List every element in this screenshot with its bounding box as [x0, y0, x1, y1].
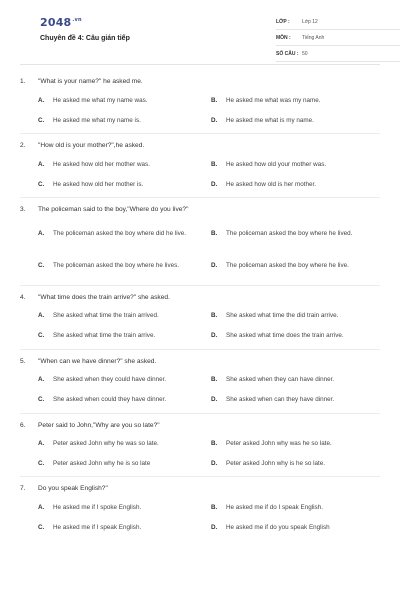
question-number: 7.	[20, 485, 26, 493]
meta-row-grade	[276, 14, 400, 30]
option-text: He asked how old her mother is.	[53, 180, 144, 188]
option-b[interactable]	[211, 311, 384, 323]
option-text: She asked what time does the train arrive.	[226, 332, 344, 340]
question-number: 2.	[20, 141, 26, 149]
option-d[interactable]	[211, 255, 384, 279]
option-text: He asked me what is my name.	[226, 116, 314, 124]
question-text: "How old is your mother?",he asked.	[38, 141, 145, 149]
option-letter: D.	[211, 332, 218, 340]
option-c[interactable]	[38, 255, 211, 279]
option-c[interactable]	[38, 115, 211, 127]
option-letter: B.	[211, 230, 218, 238]
topic-title: Chuyên đề 4: Câu gián tiếp	[40, 35, 130, 42]
option-letter: B.	[211, 96, 218, 104]
option-letter: D.	[211, 116, 218, 124]
question	[20, 78, 380, 134]
option-letter: A.	[38, 504, 45, 512]
option-d[interactable]	[211, 115, 384, 127]
option-b[interactable]	[211, 502, 384, 514]
option-text: He asked me if I spoke English.	[53, 504, 142, 512]
question-list	[20, 78, 380, 548]
option-letter: C.	[38, 396, 45, 404]
header-divider	[20, 64, 380, 65]
option-text: He asked me what my name was.	[53, 96, 148, 104]
option-b[interactable]	[211, 438, 384, 450]
logo-main: 2048	[40, 16, 72, 29]
option-text: He asked me if do you speak English	[226, 524, 330, 532]
question-number: 4.	[20, 293, 26, 301]
question-text: Do you speak English?"	[38, 485, 108, 493]
site-logo[interactable]	[40, 16, 82, 29]
meta-value: Lớp 12	[302, 18, 318, 25]
question-stem	[20, 78, 380, 86]
option-a[interactable]	[38, 159, 211, 171]
option-letter: C.	[38, 180, 45, 188]
option-d[interactable]	[211, 179, 384, 191]
option-letter: C.	[38, 332, 45, 340]
options-grid	[20, 375, 380, 407]
question	[20, 358, 380, 414]
option-a[interactable]	[38, 311, 211, 323]
option-text: He asked me what was my name.	[226, 96, 321, 104]
option-text: She asked when they could have dinner.	[53, 376, 167, 384]
option-d[interactable]	[211, 331, 384, 343]
option-text: He asked how old your mother was.	[226, 160, 327, 168]
option-a[interactable]	[38, 502, 211, 514]
question	[20, 142, 380, 198]
option-text: Peter asked John why he is so late	[53, 460, 151, 468]
option-letter: C.	[38, 116, 45, 124]
option-letter: B.	[211, 376, 218, 384]
question-number: 1.	[20, 78, 26, 85]
options-grid	[20, 438, 380, 470]
worksheet-header	[20, 0, 380, 63]
option-letter: A.	[38, 440, 45, 448]
option-b[interactable]	[211, 223, 384, 247]
option-text: The policeman asked the boy where he lived.	[226, 230, 353, 238]
meta-row-count	[276, 46, 400, 62]
options-grid	[20, 502, 380, 534]
options-grid	[20, 95, 380, 127]
question-number: 3.	[20, 205, 26, 213]
option-text: She asked when they can have dinner.	[226, 376, 335, 384]
question-stem	[20, 485, 380, 493]
option-letter: A.	[38, 230, 45, 238]
question-stem	[20, 294, 380, 302]
meta-value: 50	[302, 50, 308, 57]
option-text: He asked how old is her mother.	[226, 180, 316, 188]
question-text: "When can we have dinner?" she asked.	[38, 357, 157, 365]
option-text: Peter asked John why was he so late.	[226, 440, 332, 448]
question-text: "What is your name?" he asked me.	[38, 78, 143, 85]
option-letter: B.	[211, 160, 218, 168]
option-text: He asked me what my name is.	[53, 116, 141, 124]
option-letter: A.	[38, 376, 45, 384]
option-a[interactable]	[38, 375, 211, 387]
option-text: She asked when can they have dinner.	[226, 396, 335, 404]
option-text: She asked what time the train arrive.	[53, 332, 156, 340]
option-letter: A.	[38, 160, 45, 168]
option-text: She asked what time the did train arrive.	[226, 312, 339, 320]
meta-row-subject	[276, 30, 400, 46]
question	[20, 485, 380, 540]
option-text: Peter asked John why he was so late.	[53, 440, 159, 448]
option-text: She asked when could they have dinner.	[53, 396, 167, 404]
option-text: He asked me if do I speak English.	[226, 504, 323, 512]
option-text: The policeman asked the boy where did he live.	[53, 230, 187, 238]
question-stem	[20, 142, 380, 150]
question-text: "What time does the train arrive?" she asked.	[38, 293, 170, 301]
option-letter: D.	[211, 460, 218, 468]
question-text: The policeman said to the boy,"Where do you live?"	[38, 205, 189, 213]
meta-key: LỚP :	[276, 18, 290, 25]
option-letter: D.	[211, 524, 218, 532]
option-c[interactable]	[38, 331, 211, 343]
options-grid	[20, 223, 380, 279]
question-stem	[20, 422, 380, 430]
option-text: The policeman asked the boy where he lives.	[53, 262, 180, 270]
option-b[interactable]	[211, 159, 384, 171]
option-letter: B.	[211, 504, 218, 512]
option-text: He asked me if I speak English.	[53, 524, 142, 532]
question	[20, 294, 380, 350]
option-a[interactable]	[38, 95, 211, 107]
option-d[interactable]	[211, 395, 384, 407]
question-stem	[20, 358, 380, 366]
option-a[interactable]	[38, 438, 211, 450]
option-d[interactable]	[211, 522, 384, 534]
options-grid	[20, 159, 380, 191]
option-letter: B.	[211, 312, 218, 320]
question-text: Peter said to John,"Why are you so late?"	[38, 421, 160, 429]
question-stem	[20, 206, 380, 214]
meta-key: MÔN :	[276, 34, 291, 41]
option-c[interactable]	[38, 458, 211, 470]
option-text: She asked what time the train arrived.	[53, 312, 159, 320]
meta-value: Tiếng Anh	[302, 34, 325, 41]
option-d[interactable]	[211, 458, 384, 470]
question-number: 5.	[20, 357, 26, 365]
option-c[interactable]	[38, 395, 211, 407]
option-a[interactable]	[38, 223, 211, 247]
meta-info	[276, 14, 400, 62]
option-b[interactable]	[211, 95, 384, 107]
option-c[interactable]	[38, 522, 211, 534]
option-letter: A.	[38, 312, 45, 320]
logo-domain: .vn	[72, 17, 82, 24]
option-letter: C.	[38, 460, 45, 468]
option-letter: A.	[38, 96, 45, 104]
question	[20, 422, 380, 478]
option-letter: C.	[38, 262, 45, 270]
option-letter: B.	[211, 440, 218, 448]
question	[20, 206, 380, 286]
option-text: Peter asked John why is he so late.	[226, 460, 326, 468]
options-grid	[20, 311, 380, 343]
meta-key: SỐ CÂU :	[276, 50, 299, 57]
option-text: He asked how old her mother was.	[53, 160, 150, 168]
option-letter: D.	[211, 262, 218, 270]
option-letter: D.	[211, 180, 218, 188]
option-b[interactable]	[211, 375, 384, 387]
option-letter: C.	[38, 524, 45, 532]
option-letter: D.	[211, 396, 218, 404]
option-c[interactable]	[38, 179, 211, 191]
option-text: The policeman asked the boy where he live.	[226, 262, 349, 270]
question-number: 6.	[20, 421, 26, 429]
